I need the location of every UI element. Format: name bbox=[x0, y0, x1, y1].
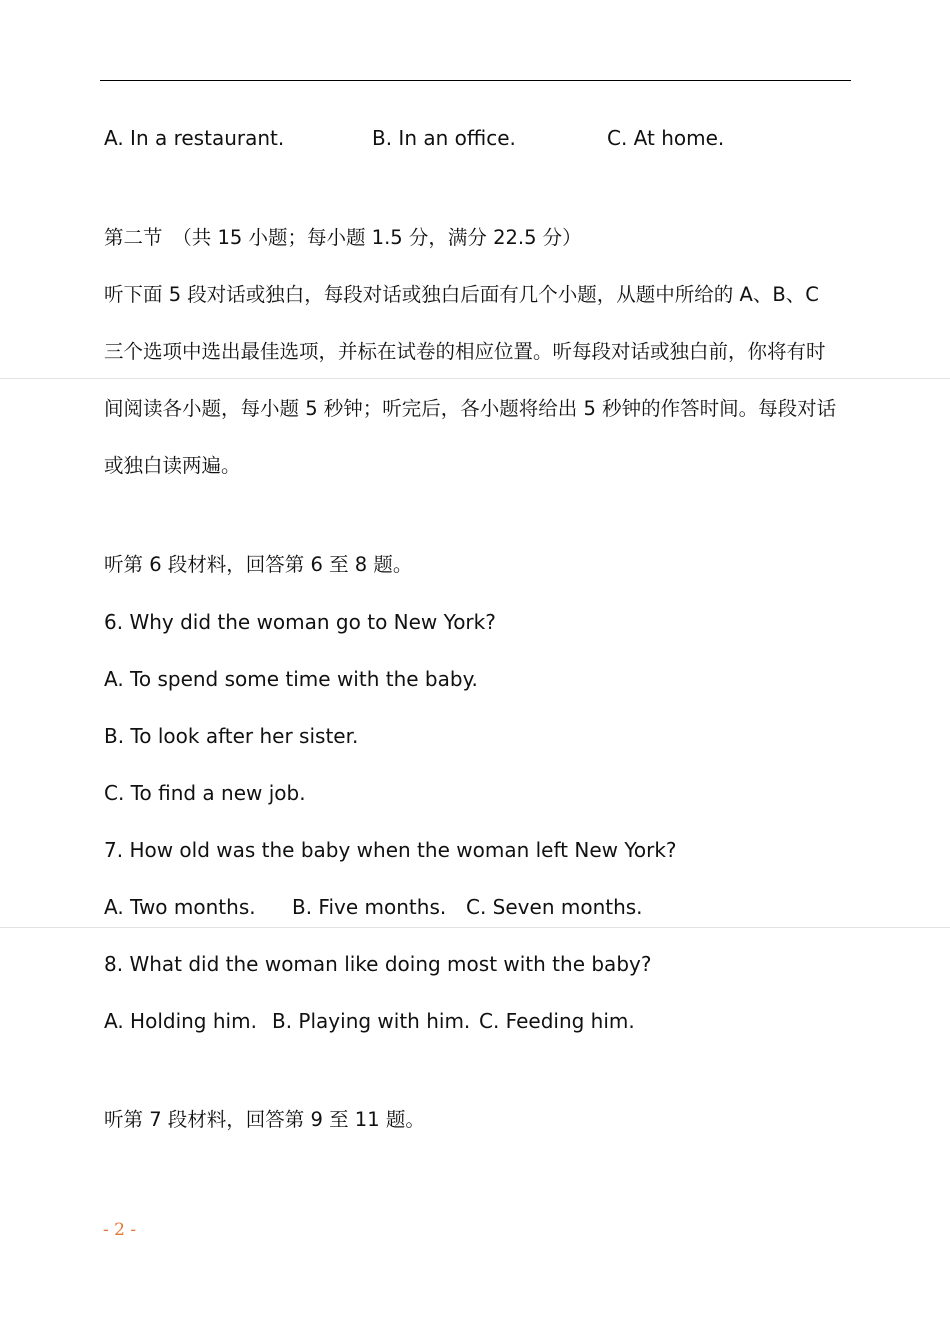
material6-heading: 听第 6 段材料，回答第 6 至 8 题。 bbox=[104, 553, 413, 576]
q8-option-c: C. Feeding him. bbox=[479, 1009, 635, 1033]
q7-question: 7. How old was the baby when the woman left New York? bbox=[104, 838, 677, 862]
q6-option-c: C. To find a new job. bbox=[104, 781, 306, 805]
section2-instruction-line-4: 或独白读两遍。 bbox=[104, 454, 241, 477]
q5-options bbox=[104, 128, 844, 152]
q8-option-b: B. Playing with him. bbox=[272, 1009, 471, 1033]
material7-heading: 听第 7 段材料，回答第 9 至 11 题。 bbox=[104, 1108, 425, 1131]
page-number: - 2 - bbox=[103, 1220, 137, 1240]
scan-divider-bottom bbox=[0, 927, 950, 928]
q8-option-a: A. Holding him. bbox=[104, 1009, 257, 1033]
q8-options bbox=[104, 1011, 844, 1035]
section2-instruction-line-3: 间阅读各小题，每小题 5 秒钟；听完后，各小题将给出 5 秒钟的作答时间。每段对话 bbox=[104, 397, 837, 420]
q5-option-a: A. In a restaurant. bbox=[104, 126, 285, 150]
q7-option-a: A. Two months. bbox=[104, 895, 256, 919]
q6-option-a: A. To spend some time with the baby. bbox=[104, 667, 478, 691]
q6-question: 6. Why did the woman go to New York? bbox=[104, 610, 496, 634]
q8-question: 8. What did the woman like doing most with the baby? bbox=[104, 952, 652, 976]
q7-option-c: C. Seven months. bbox=[466, 895, 643, 919]
header-rule bbox=[100, 80, 851, 81]
q7-option-b: B. Five months. bbox=[292, 895, 447, 919]
q5-option-c: C. At home. bbox=[607, 126, 725, 150]
scan-divider-top bbox=[0, 378, 950, 379]
q6-option-b: B. To look after her sister. bbox=[104, 724, 359, 748]
q5-option-b: B. In an office. bbox=[372, 126, 516, 150]
section2-title: 第二节 （共 15 小题；每小题 1.5 分，满分 22.5 分） bbox=[104, 226, 582, 249]
section2-instruction-line-2: 三个选项中选出最佳选项，并标在试卷的相应位置。听每段对话或独白前，你将有时 bbox=[104, 340, 826, 363]
q7-options bbox=[104, 897, 844, 921]
section2-instruction-line-1: 听下面 5 段对话或独白，每段对话或独白后面有几个小题，从题中所给的 A、B、C bbox=[104, 283, 819, 306]
